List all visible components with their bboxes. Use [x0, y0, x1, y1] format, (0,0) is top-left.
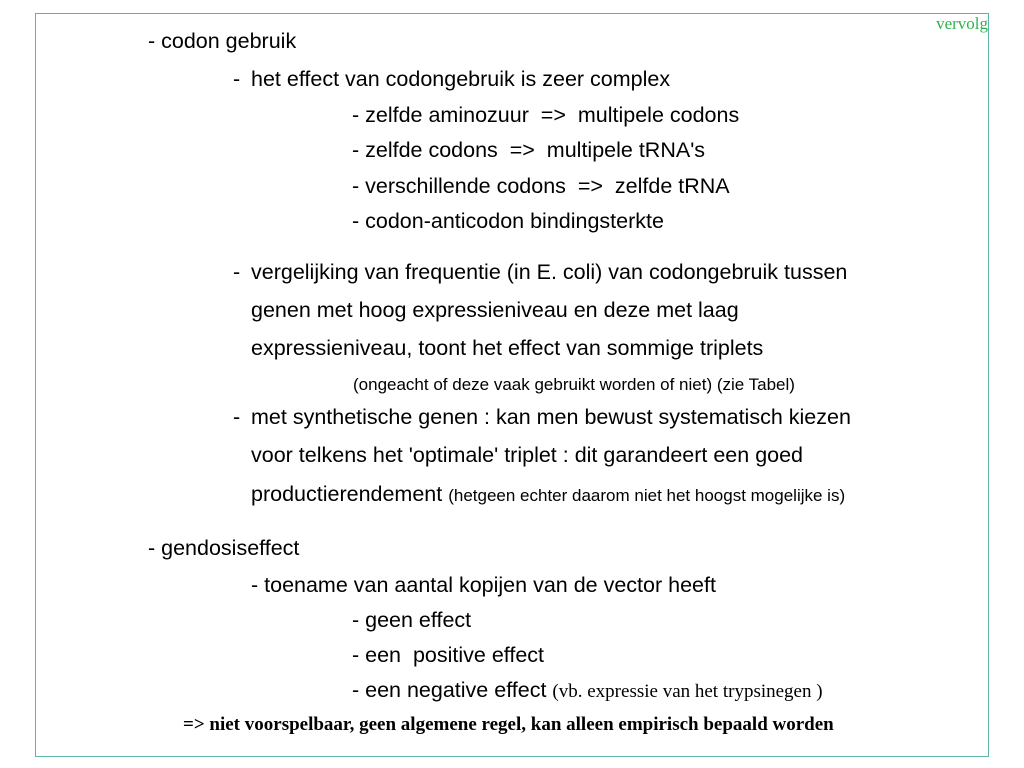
- note-line: (ongeacht of deze vaak gebruikt worden of niet) (zie Tabel): [353, 375, 795, 394]
- bullet-dash: -: [233, 67, 241, 91]
- text-line: - zelfde aminozuur => multipele codons: [352, 103, 740, 127]
- text-line: - toename van aantal kopijen van de vector heeft: [251, 573, 716, 597]
- note-inline: (vb. expressie van het trypsinegen ): [552, 681, 823, 702]
- continued-label: vervolg: [936, 14, 988, 33]
- bullet-dash: -: [233, 260, 241, 284]
- heading-codon-usage: - codon gebruik: [148, 29, 297, 53]
- conclusion-line: => niet voorspelbaar, geen algemene regel, kan alleen empirisch bepaald worden: [183, 714, 834, 735]
- text-main: productierendement: [251, 482, 443, 506]
- text-line: voor telkens het 'optimale' triplet : dit garandeert een goed: [251, 443, 804, 467]
- text-line: expressieniveau, toont het effect van sommige triplets: [251, 336, 764, 360]
- heading-gene-dosage: - gendosiseffect: [148, 536, 300, 560]
- text-line: - verschillende codons => zelfde tRNA: [352, 174, 730, 198]
- text-line: vergelijking van frequentie (in E. coli) van codongebruik tussen: [251, 260, 848, 284]
- text-line: - zelfde codons => multipele tRNA's: [352, 138, 706, 162]
- text-line: - codon-anticodon bindingsterkte: [352, 209, 664, 233]
- text-line: [352, 677, 823, 705]
- bullet-dash: -: [233, 405, 241, 429]
- text-line: [251, 481, 845, 509]
- text-line: - een positive effect: [352, 643, 545, 667]
- text-line: het effect van codongebruik is zeer complex: [251, 67, 671, 91]
- text-main: - een negative effect: [352, 678, 547, 702]
- note-inline: (hetgeen echter daarom niet het hoogst mogelijke is): [448, 486, 846, 505]
- text-line: genen met hoog expressieniveau en deze met laag: [251, 298, 739, 322]
- text-line: - geen effect: [352, 608, 472, 632]
- text-line: met synthetische genen : kan men bewust systematisch kiezen: [251, 405, 851, 429]
